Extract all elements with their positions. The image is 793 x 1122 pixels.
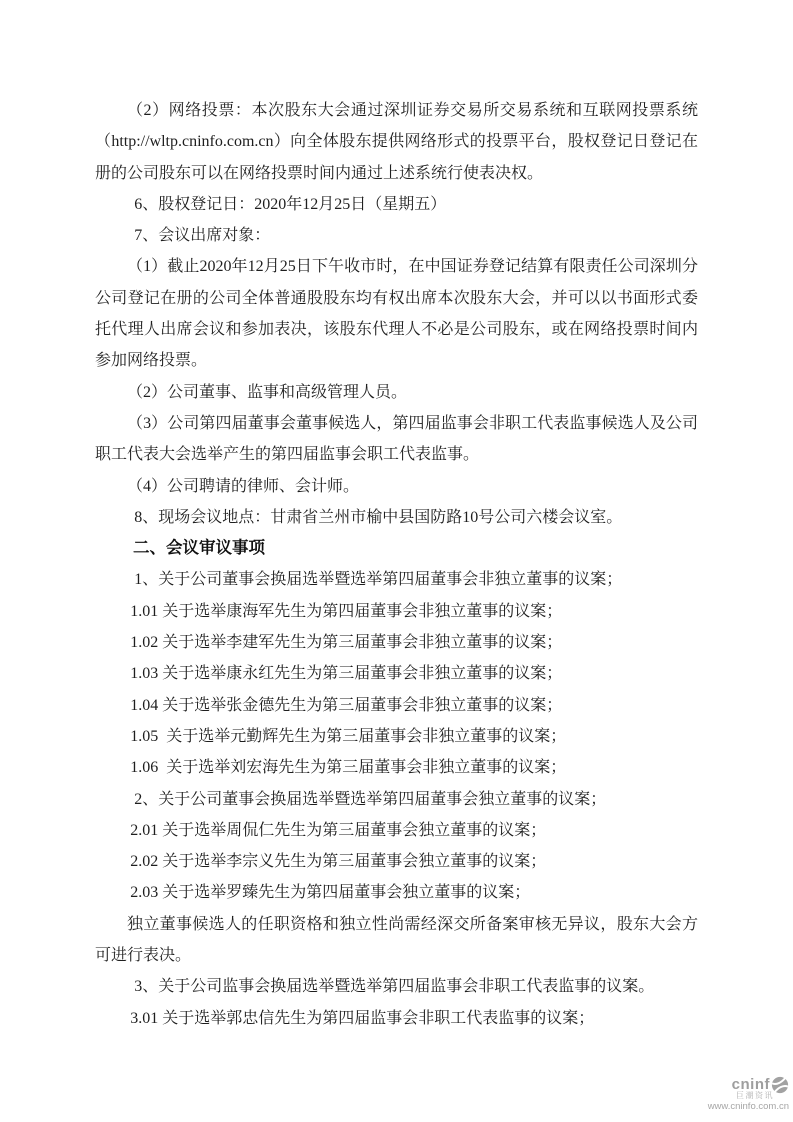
item-proposal-1-05: 1.05 关于选举元勤辉先生为第三届董事会非独立董事的议案； [130,727,567,745]
item-proposal-1-02: 1.02 关于选举李建军先生为第三届董事会非独立董事的议案； [130,634,563,652]
item-proposal-1: 1、关于公司董事会换届选举暨选举第四届董事会非独立董事的议案； [134,571,623,589]
item-proposal-1-06: 1.06 关于选举刘宏海先生为第三届董事会非独立董事的议案； [130,759,567,777]
item-proposal-1-03: 1.03 关于选举康永红先生为第三届董事会非独立董事的议案； [130,665,563,683]
item-proposal-2-03: 2.03 关于选举罗臻先生为第四届董事会独立董事的议案； [130,884,531,902]
item-record-date: 6、股权登记日：2020年12月25日（星期五） [134,195,447,213]
item-proposal-2: 2、关于公司董事会换届选举暨选举第四届董事会独立董事的议案； [134,790,607,808]
item-proposal-1-04: 1.04 关于选举张金德先生为第三届董事会非独立董事的议案； [130,696,563,714]
item-attendees-heading: 7、会议出席对象： [134,227,271,245]
item-proposal-3: 3、关于公司监事会换届选举暨选举第四届监事会非职工代表监事的议案。 [134,978,655,996]
para-network-voting: （2）网络投票：本次股东大会通过深圳证券交易所交易系统和互联网投票系统（http://wltp.cninfo.com.cn）向全体股东提供网络形式的投票平台，股权登记日登记在册的公司股东可以在网络投票时间内通过上述系统行使表决权。 [95,102,698,182]
document-body [95,95,698,1034]
cninfo-logo-url: www.cninfo.com.cn [707,1100,789,1112]
section-heading-review-matters: 二、会议审议事项 [132,539,265,558]
item-proposal-3-01: 3.01 关于选举郭忠信先生为第四届监事会非职工代表监事的议案； [130,1009,595,1027]
item-proposal-2-02: 2.02 关于选举李宗义先生为第三届董事会独立董事的议案； [130,853,547,871]
cninfo-logo [708,1076,789,1112]
para-attendees-shareholders: （1）截止2020年12月25日下午收市时，在中国证券登记结算有限责任公司深圳分公司登记在册的公司全体普通股股东均有权出席本次股东大会，并可以以书面形式委托代理人出席会议和参加表决，该股东代理人不必是公司股东，或在网络投票时间内参加网络投票。 [95,258,698,370]
para-attendees-lawyers: （4）公司聘请的律师、会计师。 [127,477,360,495]
para-independence-review: 独立董事候选人的任职资格和独立性尚需经深交所备案审核无异议，股东大会方可进行表决。 [95,915,698,965]
cninfo-logo-text: cninf [731,1075,770,1093]
item-proposal-2-01: 2.01 关于选举周侃仁先生为第三届董事会独立董事的议案； [130,821,547,839]
para-attendees-directors: （2）公司董事、监事和高级管理人员。 [127,383,408,401]
item-proposal-1-01: 1.01 关于选举康海军先生为第四届董事会非独立董事的议案； [130,602,563,620]
para-attendees-candidates: （3）公司第四届董事会董事候选人，第四届监事会非职工代表监事候选人及公司职工代表大会选举产生的第四届监事会职工代表监事。 [95,414,698,464]
item-meeting-location: 8、现场会议地点：甘肃省兰州市榆中县国防路10号公司六楼会议室。 [134,508,623,526]
cninfo-logo-subtitle: 巨潮资讯 [736,1090,774,1100]
